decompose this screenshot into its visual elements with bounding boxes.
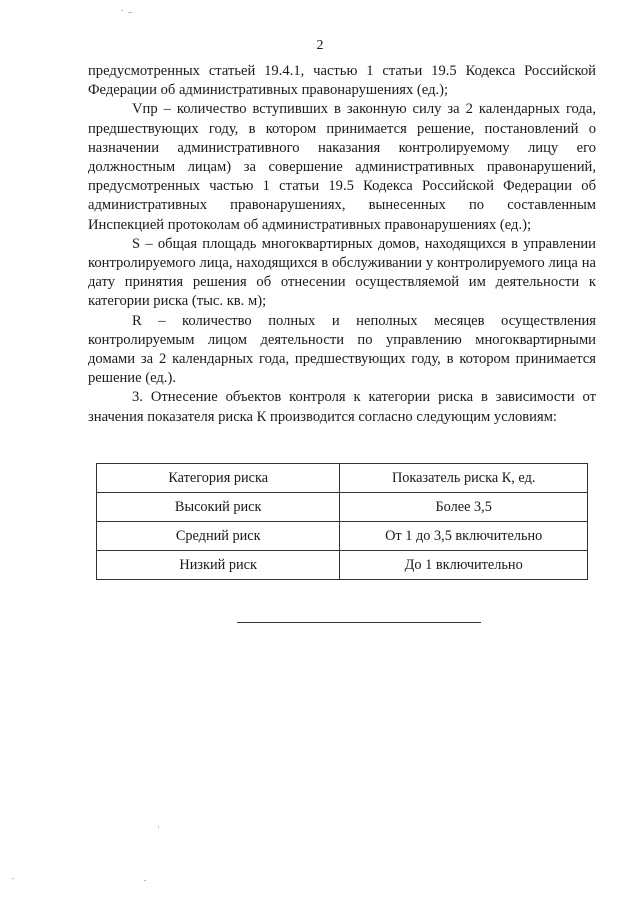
risk-table-container — [96, 463, 588, 580]
paragraph-vpr-definition: Vпр – количество вступивших в законную силу за 2 календарных года, предшествующих году, в котором принимается решение, постановлений о назначении административного наказания контролируемому лицу его должностным лицам) за совершение административных правонарушений, предусмотренных частью 1 статьи 19.5 Кодекса Российской Федерации об административных правонарушениях, вынесенных по составленным Инспекцией протоколам об административных правонарушениях (ед.); — [88, 101, 596, 233]
cell-indicator-medium: От 1 до 3,5 включительно — [340, 522, 588, 551]
paragraph-r-definition: R – количество полных и неполных месяцев осуществления контролируемым лицом деятельности по управлению многоквартирными домами за 2 календарных года, предшествующих году, в котором принимается решение (ед.). — [88, 312, 596, 387]
scan-speck — [12, 878, 14, 879]
table-header-row — [97, 464, 588, 493]
header-risk-indicator: Показатель риска К, ед. — [340, 464, 588, 493]
header-risk-category: Категория риска — [97, 464, 340, 493]
scan-speck — [128, 12, 132, 13]
cell-category-high: Высокий риск — [97, 493, 340, 522]
page-number: 2 — [316, 38, 324, 53]
scan-speck — [121, 10, 123, 11]
end-separator-line — [237, 622, 481, 623]
cell-indicator-low: До 1 включительно — [340, 551, 588, 580]
table-row — [97, 522, 588, 551]
cell-indicator-high: Более 3,5 — [340, 493, 588, 522]
risk-table — [96, 463, 588, 580]
scan-speck — [144, 880, 146, 881]
table-row — [97, 551, 588, 580]
table-row — [97, 493, 588, 522]
cell-category-low: Низкий риск — [97, 551, 340, 580]
scan-speck — [158, 826, 159, 828]
paragraph-s-definition: S – общая площадь многоквартирных домов, находящихся в управлении контролируемого лица, находящихся в обслуживании у контролируемого лица на дату принятия решения об отнесении осуществляемой им деятельности к категории риска (тыс. кв. м); — [88, 235, 596, 310]
document-body — [88, 62, 596, 427]
paragraph-risk-classification: 3. Отнесение объектов контроля к категории риска в зависимости от значения показателя риска К производится согласно следующим условиям: — [88, 389, 596, 425]
cell-category-medium: Средний риск — [97, 522, 340, 551]
paragraph-continuation: предусмотренных статьей 19.4.1, частью 1 статьи 19.5 Кодекса Российской Федерации об административных правонарушениях (ед.); — [88, 63, 596, 99]
